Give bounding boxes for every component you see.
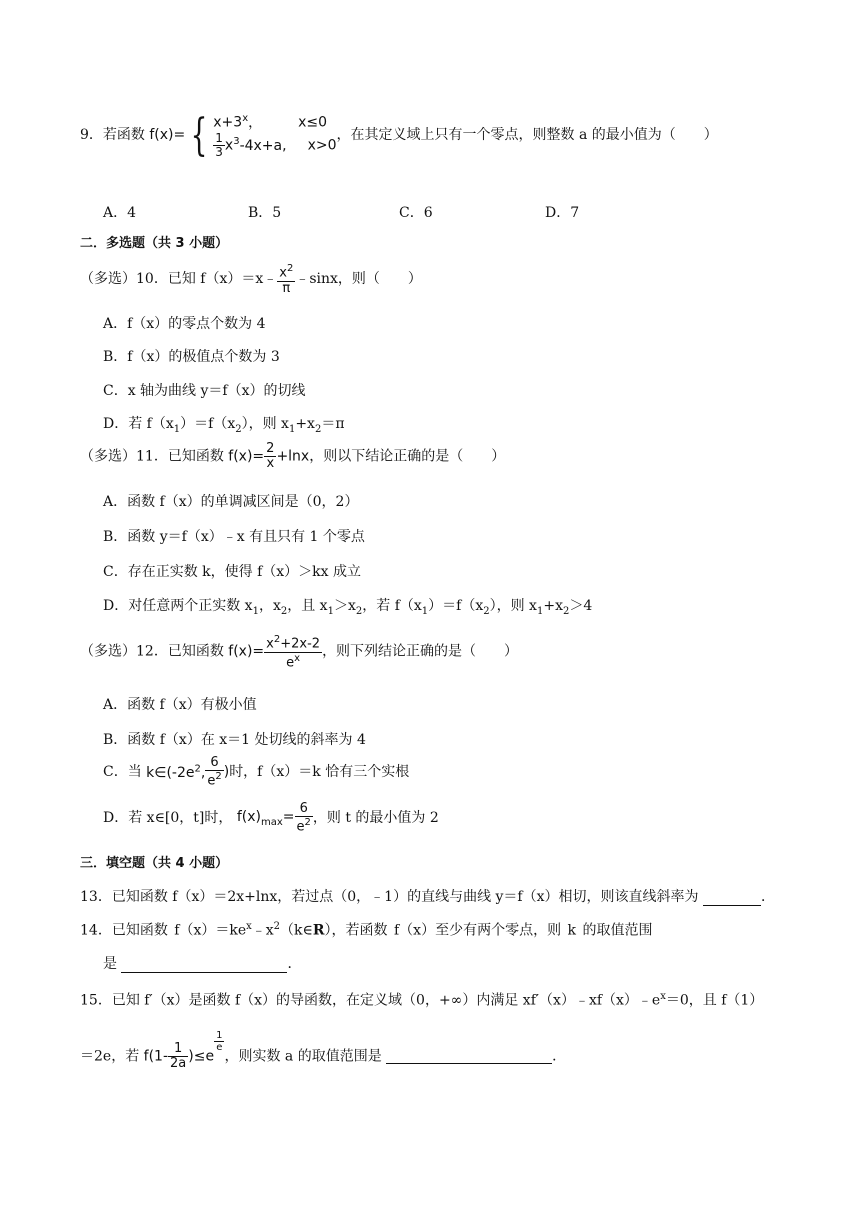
- q9-option-a: A．4: [103, 205, 137, 221]
- q9-option-d: D．7: [545, 205, 580, 221]
- q9-case2-rest: -4x+a,: [239, 137, 287, 154]
- q11-d-s4: 2: [355, 605, 363, 617]
- q10-d-s2: 2: [235, 423, 242, 435]
- q10-d-b: ）＝f（x: [180, 416, 236, 432]
- q9-case2: [213, 132, 336, 159]
- q15-line1: [80, 991, 763, 1009]
- q12-d-math-b: =: [282, 808, 295, 825]
- q15-line2-end: ．: [552, 1048, 567, 1065]
- q11-tail-math: +lnx: [276, 448, 310, 465]
- q12-d-frac-den-a: e: [296, 819, 305, 835]
- q11-d-s7: 1: [536, 605, 544, 617]
- q15-b: ＝0，且 f（1）: [665, 992, 764, 1009]
- q11-d-s2: 2: [280, 605, 288, 617]
- q15-math-a: f(1-: [143, 1048, 169, 1065]
- q14-c: （k∈: [280, 922, 313, 939]
- q11-d-a: D．对任意两个正实数 x: [103, 598, 253, 614]
- q11-d-s6: 2: [483, 605, 490, 617]
- q11-d-s5: 1: [421, 605, 429, 617]
- q11-frac-num: 2: [266, 441, 275, 456]
- q12-d-a: D．若 x∈[0，t]时，: [103, 810, 233, 827]
- q14-line2-text: 是: [103, 956, 117, 972]
- q12-d-frac: [295, 802, 313, 835]
- q11-option-a: A．函数 f（x）的单调减区间是（0，2）: [103, 494, 359, 510]
- section-3-heading: 三．填空题（共 4 小题）: [80, 856, 229, 871]
- q9-case1-comma: ，: [248, 114, 263, 131]
- q12-c-math-b: ,: [200, 764, 206, 781]
- q11-d-f: ）＝f（x: [428, 598, 484, 614]
- q10-frac-num-x: x: [279, 265, 287, 281]
- q12-c-frac-den: [205, 771, 223, 789]
- q12-stem-b: ，则下列结论正确的是（ ）: [322, 643, 519, 660]
- q13-answer-blank[interactable]: [703, 891, 761, 906]
- q15-exp: x: [660, 991, 666, 1002]
- q12-frac: [264, 634, 322, 670]
- q15-frac-num: 1: [168, 1042, 188, 1057]
- q11-d-c: ，且 x: [287, 598, 328, 614]
- q11-option-b: B．函数 y＝f（x）﹣x 有且只有 1 个零点: [103, 529, 365, 545]
- q10-stem-a: （多选）10．已知 f（x）＝x﹣: [80, 271, 278, 288]
- q10-frac-num-exp: 2: [286, 263, 294, 274]
- q14-exp1: x: [246, 921, 252, 932]
- q9-case1: [213, 112, 336, 132]
- q10-d-e: ＝π: [321, 416, 345, 432]
- q12-d-math-a: f(x): [236, 808, 261, 825]
- q9-case2-cond: x>0: [307, 137, 337, 154]
- q14-exp2: 2: [273, 921, 281, 932]
- q10-d-s1: 1: [173, 423, 181, 435]
- q13: [80, 889, 775, 906]
- q11-fname: f(x)=: [228, 448, 265, 465]
- q10-d-a: D．若 f（x: [103, 416, 174, 432]
- q15-line2-a: ＝2e，若: [80, 1048, 140, 1065]
- q11-d-s1: 1: [252, 605, 259, 617]
- q12-den-a: e: [286, 654, 295, 670]
- q11-d-s3: 1: [327, 605, 334, 617]
- q12-den-exp: x: [294, 652, 301, 664]
- q11-option-d: [103, 598, 592, 618]
- q11-d-b: ，x: [258, 598, 281, 614]
- q15-line2-b: ，则实数 a 的取值范围是: [224, 1048, 382, 1065]
- q15-exp-den: e: [216, 1042, 223, 1053]
- q10-d-s3: 1: [288, 423, 296, 435]
- q15-a: 15．已知 f′（x）是函数 f（x）的导函数，在定义域（0，+∞）内满足 xf′（x）﹣xf（x）﹣e: [80, 992, 661, 1009]
- q9-cases: [213, 112, 336, 159]
- q11-d-e: ，若 f（x: [362, 598, 422, 614]
- q12-stem-a: （多选）12．已知函数: [80, 643, 224, 660]
- q10-frac-num: [277, 263, 295, 282]
- q11-d-h: +x: [543, 598, 563, 614]
- q15-exp-frac: [214, 1030, 224, 1053]
- q12-c-math-a: k∈(-2e: [146, 764, 195, 781]
- q9-case1-expr: x+3: [213, 114, 243, 131]
- q13-text: 13．已知函数 f（x）＝2x+lnx，若过点（0，﹣1）的直线与曲线 y＝f（x）相切，则该直线斜率为: [80, 889, 699, 905]
- q12-d-b: ，则 t 的最小值为 2: [312, 810, 439, 827]
- q11-d-i: ＞4: [569, 598, 593, 614]
- q15-line2: [80, 1030, 567, 1072]
- q15-math-b: )≤e: [188, 1048, 215, 1065]
- q10-d-s4: 2: [314, 423, 322, 435]
- q10-option-a: A．f（x）的零点个数为 4: [103, 316, 266, 332]
- q10-d-d: +x: [295, 416, 315, 432]
- q10-option-b: B．f（x）的极值点个数为 3: [103, 349, 280, 365]
- q11-frac-den: x: [266, 456, 275, 472]
- q12-frac-den: [264, 653, 322, 671]
- q9-option-b: B．5: [248, 205, 282, 221]
- q12-c-math-exp: 2: [194, 763, 201, 775]
- q11-frac: [264, 442, 276, 472]
- q15-exp-num: 1: [216, 1030, 223, 1041]
- q11-d-s8: 2: [562, 605, 570, 617]
- q12-option-b: B．函数 f（x）在 x＝1 处切线的斜率为 4: [103, 732, 366, 748]
- section-2-heading: 二．多选题（共 3 小题）: [80, 236, 229, 251]
- q12-option-c: [103, 756, 409, 789]
- q12-d-frac-den: [295, 817, 313, 835]
- q12-c-frac-den-a: e: [207, 773, 216, 789]
- q9-frac-num: 1: [215, 130, 223, 145]
- q12-c-a: C．当: [103, 764, 142, 781]
- q12-option-d: [103, 802, 439, 835]
- q12-fname: f(x)=: [228, 643, 265, 660]
- q9-brace: {: [190, 109, 208, 161]
- q9-case1-cond: x≤0: [298, 114, 328, 131]
- q14-b: ﹣x: [251, 922, 274, 939]
- q12-c-math-c: ): [223, 764, 230, 781]
- q9-tail: ，在其定义域上只有一个零点，则整数 a 的最小值为（ ）: [336, 127, 718, 144]
- q11-option-c: C．存在正实数 k，使得 f（x）＞kx 成立: [103, 564, 362, 580]
- q11-stem-b: ，则以下结论正确的是（ ）: [309, 448, 506, 465]
- q11-stem: [80, 442, 505, 472]
- q14-line2-end: ．: [287, 956, 302, 972]
- q12-d-frac-num: 6: [295, 802, 313, 817]
- q10-frac: [277, 263, 295, 296]
- q14-bold-r: R: [312, 922, 325, 939]
- q15-frac: [168, 1042, 188, 1072]
- q12-c-math: [146, 765, 205, 781]
- q11-d-g: ），则 x: [489, 598, 537, 614]
- q10-stem-b: ﹣sinx，则（ ）: [295, 271, 422, 288]
- q9-case2-frac: [213, 132, 225, 159]
- q14-a: 14．已知函数 f（x）＝ke: [80, 922, 247, 939]
- q9-fname: f(x)=: [149, 127, 186, 144]
- q10-stem: [80, 263, 422, 296]
- q12-c-frac: [205, 756, 223, 789]
- q9-option-c: C．6: [399, 205, 433, 221]
- q9-lead: 9．若函数: [80, 127, 145, 144]
- q12-d-math: [236, 808, 295, 828]
- q10-option-c: C．x 轴为曲线 y＝f（x）的切线: [103, 383, 306, 399]
- q13-end: ．: [760, 889, 775, 905]
- q12-frac-num: [264, 634, 322, 653]
- q12-num-exp: 2: [273, 634, 281, 645]
- q14-line1: [80, 921, 652, 939]
- q12-stem: [80, 634, 518, 670]
- q11-stem-a: （多选）11．已知函数: [80, 448, 224, 465]
- q10-frac-den: π: [282, 280, 291, 296]
- q10-d-c: ），则 x: [241, 416, 289, 432]
- q12-d-frac-den-exp: 2: [304, 817, 311, 829]
- q12-c-frac-den-exp: 2: [215, 771, 222, 783]
- q15-answer-blank[interactable]: [386, 1049, 552, 1064]
- q9-frac-den: 3: [215, 145, 223, 160]
- q9-case2-x: x: [224, 137, 234, 154]
- q9-case2-exp: 3: [233, 135, 240, 147]
- q12-c-frac-num: 6: [205, 756, 223, 771]
- q14-d: ），若函数 f（x）至少有两个零点，则 k 的取值范围: [324, 922, 653, 939]
- q14-line2: [103, 956, 301, 973]
- q9-case1-exp: x: [242, 113, 249, 124]
- q12-num-b: +2x-2: [280, 636, 321, 652]
- q10-option-d: [103, 416, 345, 436]
- q12-d-math-sub: max: [260, 816, 283, 828]
- q11-d-d: ＞x: [333, 598, 356, 614]
- q15-frac-den: 2a: [170, 1056, 187, 1072]
- q12-num-a: x: [266, 636, 274, 652]
- q14-answer-blank[interactable]: [121, 958, 287, 973]
- q12-option-a: A．函数 f（x）有极小值: [103, 697, 257, 713]
- q9-stem: [80, 109, 718, 161]
- q12-c-b: 时，f（x）＝k 恰有三个实根: [229, 764, 410, 781]
